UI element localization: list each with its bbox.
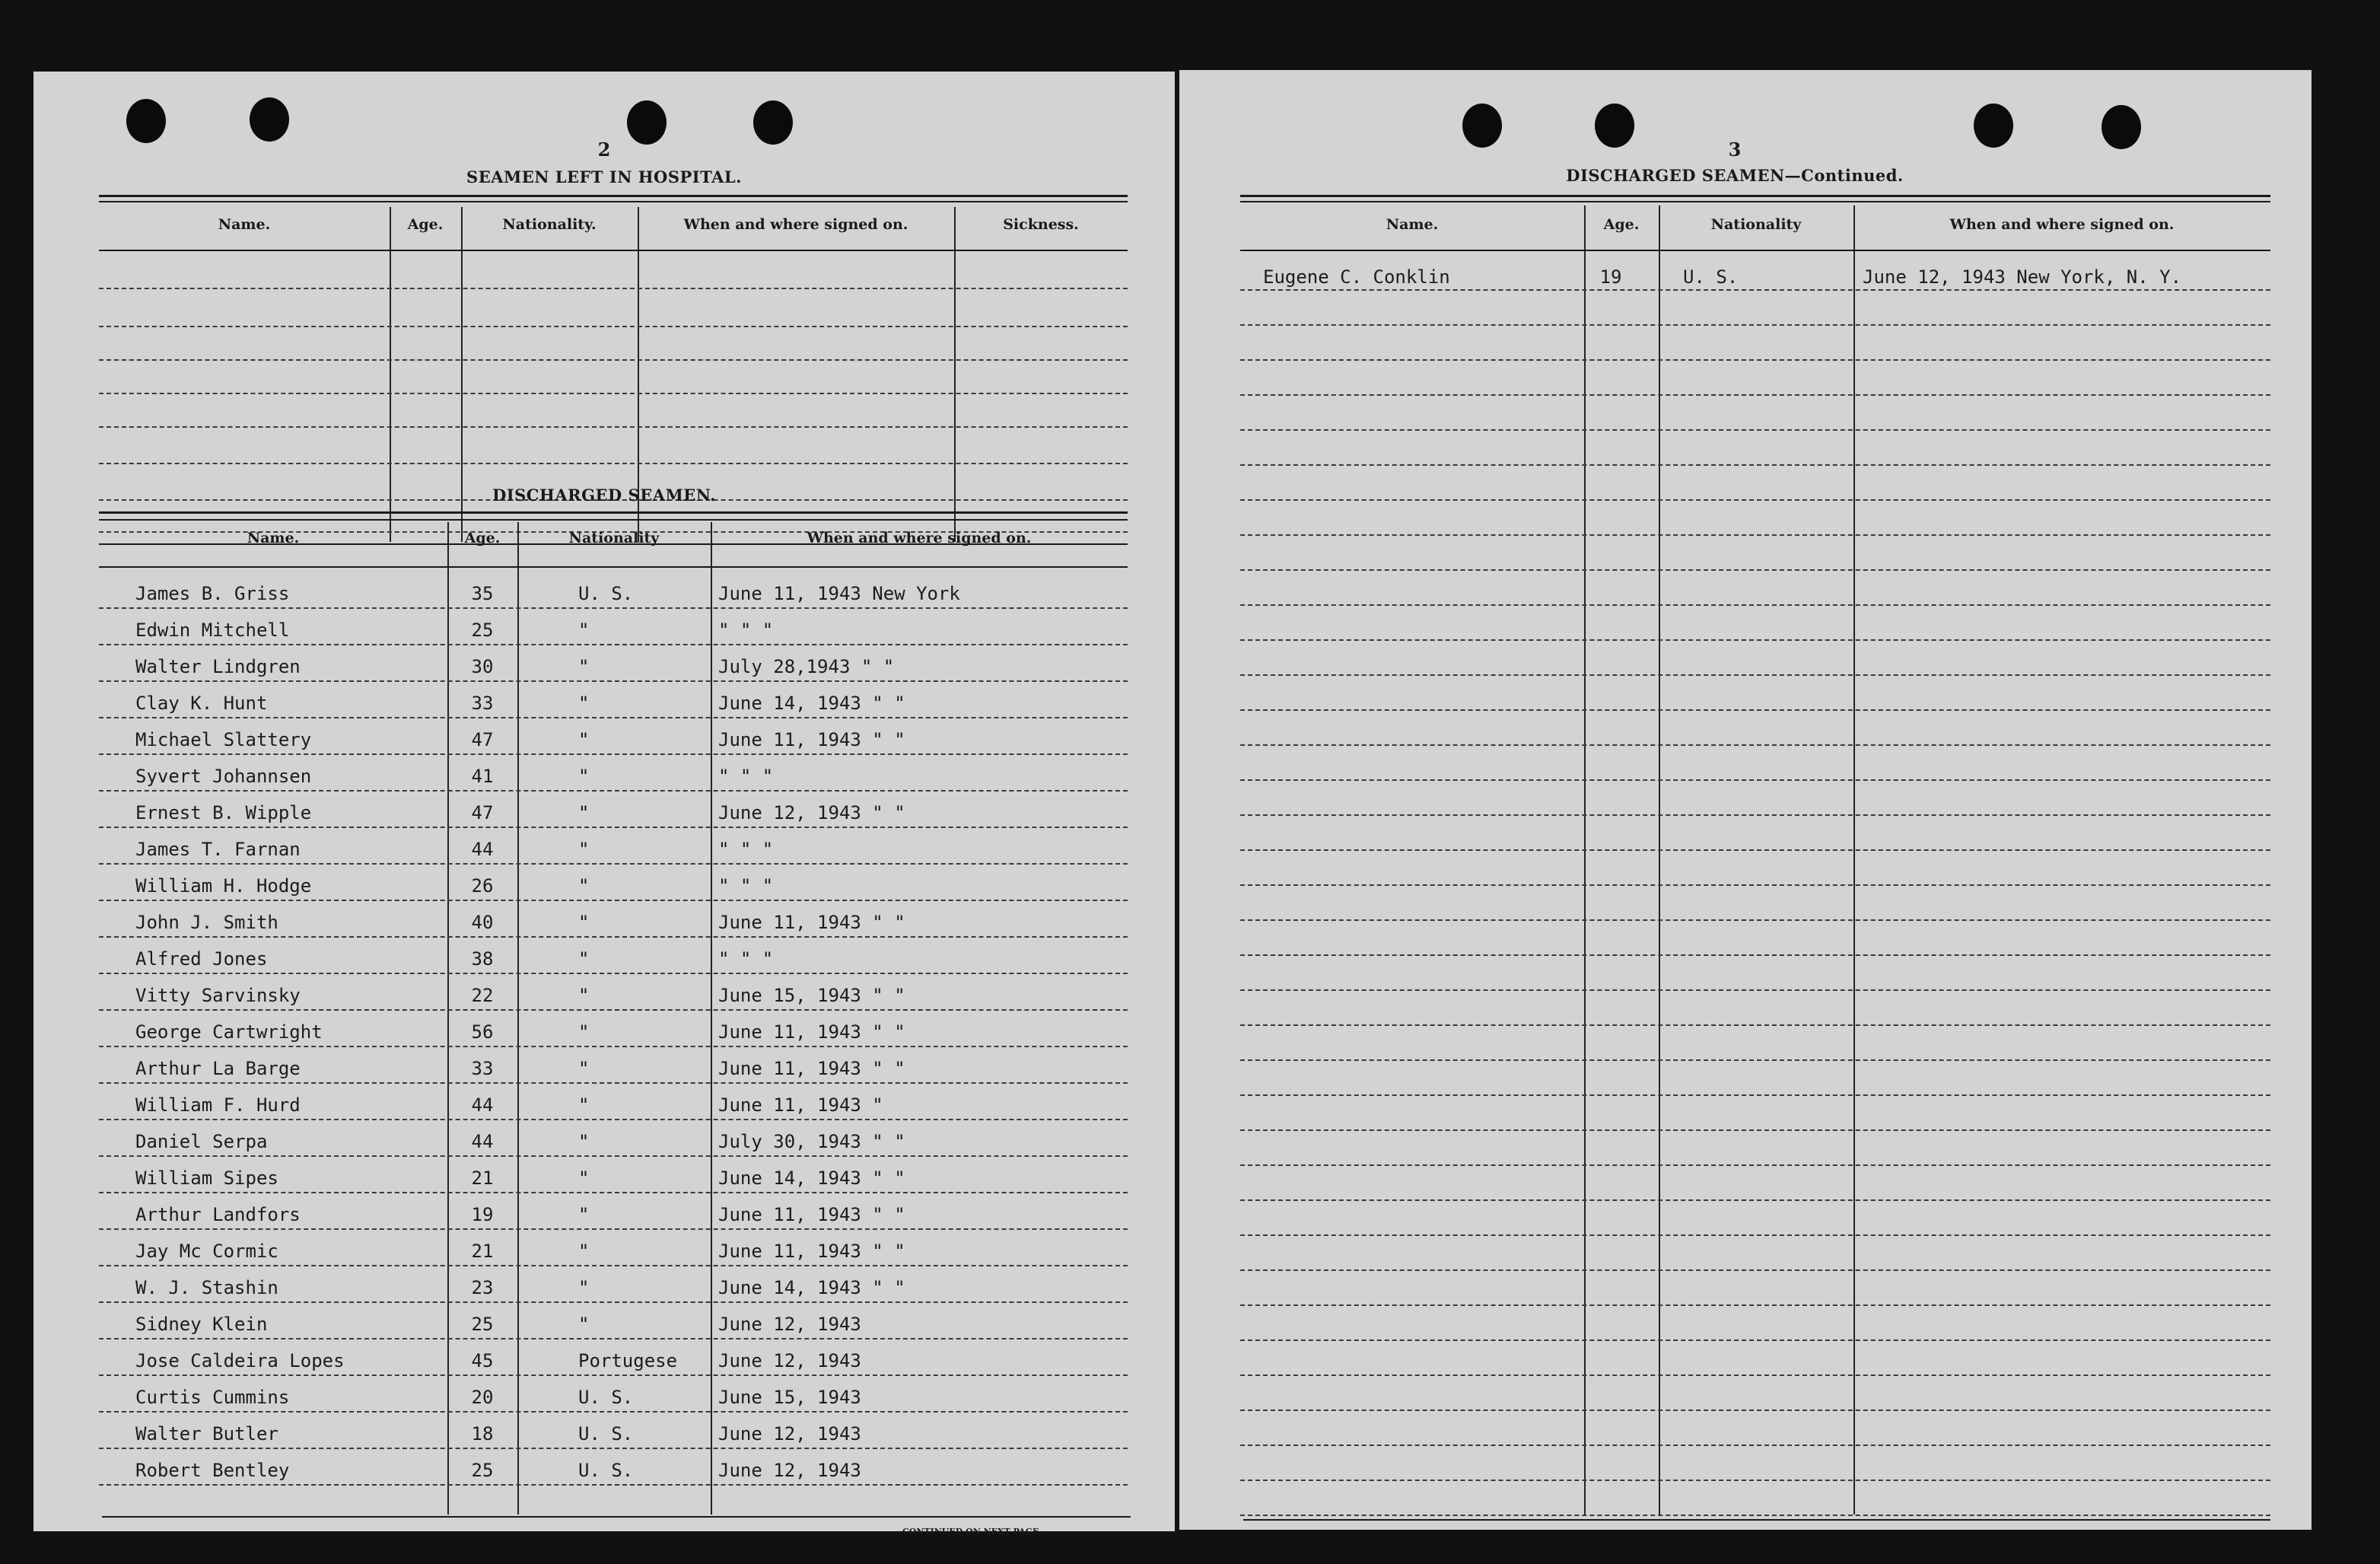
ruled-line <box>1240 814 2270 816</box>
seaman-nationality: " <box>578 1094 590 1116</box>
seaman-signed-on: June 11, 1943 " <box>718 1094 883 1116</box>
seaman-age: 22 <box>471 985 494 1006</box>
ruled-line <box>99 900 1128 901</box>
seaman-nationality: " <box>578 1314 590 1335</box>
punch-hole <box>1462 104 1502 148</box>
seaman-name: Clay K. Hunt <box>135 693 268 714</box>
ruled-line <box>1240 1304 2270 1306</box>
seaman-signed-on: June 12, 1943 <box>718 1423 861 1445</box>
ruled-line <box>1240 1410 2270 1411</box>
punch-hole <box>627 100 667 145</box>
seaman-signed-on: June 14, 1943 " " <box>718 693 905 714</box>
seaman-name: Arthur Landfors <box>135 1204 301 1225</box>
rule <box>99 201 1128 202</box>
ruled-line <box>1240 709 2270 711</box>
seaman-signed-on: June 12, 1943 <box>718 1460 861 1481</box>
seaman-signed-on: June 11, 1943 " " <box>718 912 905 933</box>
seaman-name: Edwin Mitchell <box>135 620 290 641</box>
seaman-signed-on: June 12, 1943 <box>718 1350 861 1371</box>
right-page <box>1179 70 2312 1530</box>
ruled-line <box>99 680 1128 682</box>
seaman-nationality: " <box>578 656 590 677</box>
rule <box>99 519 1128 521</box>
header-underline <box>99 566 1128 568</box>
seaman-signed-on: June 11, 1943 " " <box>718 1021 905 1043</box>
ruled-line <box>1240 849 2270 851</box>
hospital-col-name: Name. <box>218 216 271 233</box>
seaman-nationality: " <box>578 912 590 933</box>
seaman-signed-on: July 30, 1943 " " <box>718 1131 905 1152</box>
column-divider <box>517 522 519 1515</box>
seaman-nationality: " <box>578 985 590 1006</box>
seaman-nationality: " <box>578 620 590 641</box>
right-col-nationality: Nationality <box>1710 216 1802 233</box>
seaman-nationality: " <box>578 839 590 860</box>
seaman-nationality: " <box>578 693 590 714</box>
ruled-line <box>1240 324 2270 326</box>
seaman-nationality: " <box>578 729 590 750</box>
seaman-name: Vitty Sarvinsky <box>135 985 301 1006</box>
seaman-age: 23 <box>471 1277 494 1298</box>
ruled-line <box>99 1046 1128 1047</box>
ruled-line <box>99 393 1128 394</box>
seaman-name: George Cartwright <box>135 1021 323 1043</box>
ruled-line <box>99 1155 1128 1157</box>
seaman-name: William H. Hodge <box>135 875 312 897</box>
discharged-col-nationality: Nationality <box>568 530 660 546</box>
seaman-signed-on: June 11, 1943 New York <box>718 583 960 604</box>
ruled-line <box>99 607 1128 609</box>
ruled-line <box>99 359 1128 361</box>
seaman-name: Alfred Jones <box>135 948 268 970</box>
ruled-line <box>1240 569 2270 571</box>
ruled-line <box>1240 499 2270 501</box>
ruled-line <box>1240 464 2270 466</box>
punch-hole <box>126 99 166 143</box>
seaman-nationality: " <box>578 948 590 970</box>
ruled-line <box>1240 1094 2270 1096</box>
seaman-age: 45 <box>471 1350 494 1371</box>
seaman-nationality: " <box>578 1204 590 1225</box>
seaman-name: Jay Mc Cormic <box>135 1241 278 1262</box>
punch-hole <box>1595 104 1634 148</box>
ruled-line <box>99 717 1128 718</box>
seaman-nationality: " <box>578 1021 590 1043</box>
left-page <box>33 72 1175 1537</box>
continued-note: CONTINUED ON NEXT PAGE. <box>902 1527 1042 1537</box>
ruled-line <box>1240 1234 2270 1236</box>
seaman-age: 56 <box>471 1021 494 1043</box>
seaman-nationality: Portugese <box>578 1350 678 1371</box>
rule <box>99 511 1128 514</box>
rule <box>99 195 1128 197</box>
rule <box>102 1516 1131 1518</box>
seaman-signed-on: June 12, 1943 New York, N. Y. <box>1863 266 2182 288</box>
seaman-nationality: U. S. <box>578 1387 634 1408</box>
ruled-line <box>99 1228 1128 1230</box>
seaman-signed-on: June 11, 1943 " " <box>718 1241 905 1262</box>
seaman-age: 41 <box>471 766 494 787</box>
seaman-age: 33 <box>471 1058 494 1079</box>
seaman-signed-on: " " " <box>718 766 774 787</box>
seaman-name: James T. Farnan <box>135 839 301 860</box>
seaman-nationality: " <box>578 1241 590 1262</box>
header-underline <box>99 250 1128 251</box>
seaman-age: 35 <box>471 583 494 604</box>
seaman-name: William Sipes <box>135 1167 278 1189</box>
ruled-line <box>1240 604 2270 606</box>
ruled-line <box>1240 884 2270 886</box>
seaman-name: Eugene C. Conklin <box>1263 266 1450 288</box>
ruled-line <box>99 1448 1128 1449</box>
ruled-line <box>1240 744 2270 746</box>
seaman-name: John J. Smith <box>135 912 278 933</box>
discharged-col-signed: When and where signed on. <box>807 530 1032 546</box>
hospital-col-sickness: Sickness. <box>1003 216 1079 233</box>
punch-hole <box>753 100 793 145</box>
seaman-name: William F. Hurd <box>135 1094 301 1116</box>
ruled-line <box>1240 1024 2270 1026</box>
ruled-line <box>99 1411 1128 1413</box>
ruled-line <box>99 326 1128 327</box>
ruled-line <box>1240 289 2270 291</box>
seaman-name: Ernest B. Wipple <box>135 802 312 823</box>
hospital-col-nationality: Nationality. <box>502 216 597 233</box>
seaman-name: James B. Griss <box>135 583 290 604</box>
ruled-line <box>1240 1199 2270 1201</box>
seaman-age: 26 <box>471 875 494 897</box>
ruled-line <box>99 1301 1128 1303</box>
ruled-line <box>99 1484 1128 1486</box>
hospital-col-signed: When and where signed on. <box>683 216 908 233</box>
seaman-signed-on: June 14, 1943 " " <box>718 1167 905 1189</box>
seaman-name: Michael Slattery <box>135 729 312 750</box>
seaman-name: Syvert Johannsen <box>135 766 312 787</box>
column-divider <box>954 207 956 542</box>
seaman-age: 38 <box>471 948 494 970</box>
column-divider <box>711 522 712 1515</box>
ruled-line <box>99 1119 1128 1120</box>
ruled-line <box>1240 534 2270 536</box>
seaman-nationality: " <box>578 875 590 897</box>
ruled-line <box>99 973 1128 974</box>
seaman-age: 47 <box>471 729 494 750</box>
right-col-name: Name. <box>1386 216 1439 233</box>
seaman-age: 19 <box>471 1204 494 1225</box>
seaman-nationality: " <box>578 1131 590 1152</box>
seaman-age: 18 <box>471 1423 494 1445</box>
seaman-signed-on: " " " <box>718 620 774 641</box>
seaman-name: W. J. Stashin <box>135 1277 278 1298</box>
seaman-name: Robert Bentley <box>135 1460 290 1481</box>
seaman-age: 20 <box>471 1387 494 1408</box>
seaman-age: 44 <box>471 839 494 860</box>
column-divider <box>1584 205 1586 1515</box>
seaman-age: 44 <box>471 1131 494 1152</box>
ruled-line <box>1240 429 2270 431</box>
ruled-line <box>1240 779 2270 781</box>
seaman-age: 25 <box>471 1460 494 1481</box>
punch-hole <box>1974 104 2013 148</box>
seaman-age: 47 <box>471 802 494 823</box>
seaman-signed-on: " " " <box>718 839 774 860</box>
seaman-name: Walter Lindgren <box>135 656 301 677</box>
page-number: 2 <box>597 139 611 161</box>
ruled-line <box>1240 919 2270 921</box>
ruled-line <box>99 1338 1128 1339</box>
ruled-line <box>99 1082 1128 1084</box>
ruled-line <box>99 463 1128 464</box>
ruled-line <box>99 863 1128 865</box>
rule <box>1240 201 2270 202</box>
punch-hole <box>2102 105 2141 149</box>
seaman-name: Curtis Cummins <box>135 1387 290 1408</box>
seaman-name: Jose Caldeira Lopes <box>135 1350 345 1371</box>
seaman-name: Daniel Serpa <box>135 1131 268 1152</box>
seaman-name: Walter Butler <box>135 1423 278 1445</box>
seaman-nationality: U. S. <box>578 1460 634 1481</box>
seaman-age: 33 <box>471 693 494 714</box>
right-col-signed: When and where signed on. <box>1949 216 2175 233</box>
seaman-name: Sidney Klein <box>135 1314 268 1335</box>
seaman-nationality: U. S. <box>1683 266 1739 288</box>
ruled-line <box>1240 989 2270 991</box>
ruled-line <box>1240 1374 2270 1376</box>
ruled-line <box>99 1009 1128 1011</box>
ruled-line <box>1240 639 2270 641</box>
header-underline <box>1240 250 2270 251</box>
hospital-col-age: Age. <box>407 216 444 233</box>
seaman-signed-on: July 28,1943 " " <box>718 656 895 677</box>
seaman-signed-on: June 11, 1943 " " <box>718 1058 905 1079</box>
seaman-age: 25 <box>471 1314 494 1335</box>
seaman-nationality: U. S. <box>578 1423 634 1445</box>
ruled-line <box>99 753 1128 755</box>
ruled-line <box>1240 359 2270 361</box>
ruled-line <box>99 1265 1128 1266</box>
column-divider <box>1659 205 1660 1515</box>
ruled-line <box>1240 1445 2270 1446</box>
seaman-signed-on: " " " <box>718 948 774 970</box>
discharged-col-age: Age. <box>464 530 501 546</box>
discharged-section-title: DISCHARGED SEAMEN. <box>492 486 716 505</box>
hospital-section-title: SEAMEN LEFT IN HOSPITAL. <box>466 167 742 186</box>
seaman-nationality: " <box>578 1167 590 1189</box>
right-col-age: Age. <box>1603 216 1640 233</box>
seaman-age: 21 <box>471 1167 494 1189</box>
ruled-line <box>1240 1269 2270 1271</box>
ruled-line <box>1240 1164 2270 1166</box>
seaman-nationality: " <box>578 766 590 787</box>
seaman-nationality: U. S. <box>578 583 634 604</box>
ruled-line <box>99 790 1128 792</box>
ruled-line <box>99 936 1128 938</box>
seaman-age: 40 <box>471 912 494 933</box>
ruled-line <box>1240 1129 2270 1131</box>
seaman-signed-on: June 11, 1943 " " <box>718 729 905 750</box>
ruled-line <box>1240 1059 2270 1061</box>
ruled-line <box>1240 674 2270 676</box>
seaman-nationality: " <box>578 1058 590 1079</box>
column-divider <box>1853 205 1855 1515</box>
seaman-signed-on: June 12, 1943 <box>718 1314 861 1335</box>
seaman-age: 44 <box>471 1094 494 1116</box>
seaman-name: Arthur La Barge <box>135 1058 301 1079</box>
discharged-continued-title: DISCHARGED SEAMEN—Continued. <box>1566 166 1904 185</box>
ruled-line <box>1240 394 2270 396</box>
seaman-age: 30 <box>471 656 494 677</box>
seaman-signed-on: June 15, 1943 <box>718 1387 861 1408</box>
seaman-age: 19 <box>1599 266 1622 288</box>
ruled-line <box>1240 954 2270 956</box>
discharged-col-name: Name. <box>247 530 300 546</box>
page-number: 3 <box>1728 139 1742 161</box>
seaman-signed-on: June 12, 1943 " " <box>718 802 905 823</box>
seaman-signed-on: June 15, 1943 " " <box>718 985 905 1006</box>
ruled-line <box>99 426 1128 428</box>
ruled-line <box>99 827 1128 828</box>
seaman-signed-on: June 11, 1943 " " <box>718 1204 905 1225</box>
seaman-age: 25 <box>471 620 494 641</box>
seaman-nationality: " <box>578 1277 590 1298</box>
seaman-nationality: " <box>578 802 590 823</box>
seaman-age: 21 <box>471 1241 494 1262</box>
column-divider <box>390 207 391 542</box>
ruled-line <box>99 1192 1128 1193</box>
ruled-line <box>99 1374 1128 1376</box>
punch-hole <box>250 97 289 142</box>
seaman-signed-on: " " " <box>718 875 774 897</box>
ruled-line <box>99 644 1128 645</box>
ruled-line <box>1240 1480 2270 1481</box>
rule <box>1243 1519 2270 1521</box>
ruled-line <box>1240 1339 2270 1341</box>
seaman-signed-on: June 14, 1943 " " <box>718 1277 905 1298</box>
rule <box>1240 195 2270 197</box>
ruled-line <box>1240 1515 2270 1516</box>
ruled-line <box>99 288 1128 289</box>
